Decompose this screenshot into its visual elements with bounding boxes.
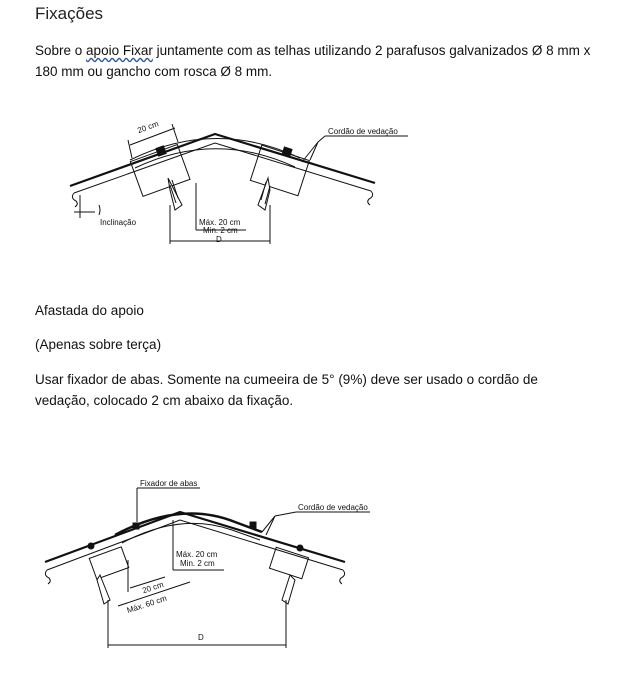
apoio-fixar-link[interactable]: apoio Fixar (86, 43, 153, 58)
ridge-cap (130, 138, 300, 160)
fig1-d-label: D (216, 235, 222, 244)
right-support-block-2 (269, 547, 308, 578)
fig1-dim-width: 20 cm (136, 119, 160, 136)
fig1-max-label: Máx. 20 cm (199, 218, 241, 227)
page-title: Fixações (35, 4, 104, 23)
fig2-dim-60: Máx. 60 cm (125, 593, 168, 616)
left-support-block (130, 145, 190, 197)
tile-bottom-line-2 (47, 520, 343, 570)
fig2-fixer-label: Fixador de abas (140, 479, 198, 488)
note-purlin: (Apenas sobre terça) (35, 337, 162, 352)
intro-text-after: juntamente com as telhas utilizando 2 parafusos galvanizados Ø 8 mm x 180 mm ou gancho com rosca Ø 8 mm. (35, 43, 591, 79)
fig1-min-label: Min. 2 cm (203, 226, 238, 235)
instruction-paragraph: Usar fixador de abas. Somente na cumeeira de 5° (9%) deve ser usado o cordão de vedação, colocado 2 cm abaixo da fixação. (35, 372, 538, 408)
intro-text-before: Sobre o (35, 43, 87, 58)
fig1-slope-label: Inclinação (100, 218, 137, 227)
fig2-dim-20: 20 cm (141, 579, 165, 596)
tile-top-line (70, 134, 375, 186)
fig2-min-label: Min. 2 cm (180, 559, 215, 568)
fig2-max-label: Máx. 20 cm (176, 550, 218, 559)
fig2-d-label: D (198, 633, 204, 642)
tile-top-line-2 (45, 512, 345, 562)
subheading-away-from-support: Afastada do apoio (35, 303, 144, 318)
sealing-cord-2 (262, 516, 275, 535)
right-hook (258, 178, 270, 210)
fig1-seal-label: Cordão de vedação (328, 127, 398, 136)
tile-bottom-line (74, 143, 371, 193)
left-support-block-2 (89, 547, 128, 579)
sealing-cord (302, 142, 318, 162)
left-hook-2 (97, 575, 110, 604)
fig2-seal-label: Cordão de vedação (298, 503, 368, 512)
intro-paragraph (35, 40, 595, 82)
right-support-block (250, 145, 309, 196)
ridge-cap-2 (115, 514, 262, 535)
right-hook-2 (282, 575, 295, 604)
left-hook (168, 178, 182, 210)
